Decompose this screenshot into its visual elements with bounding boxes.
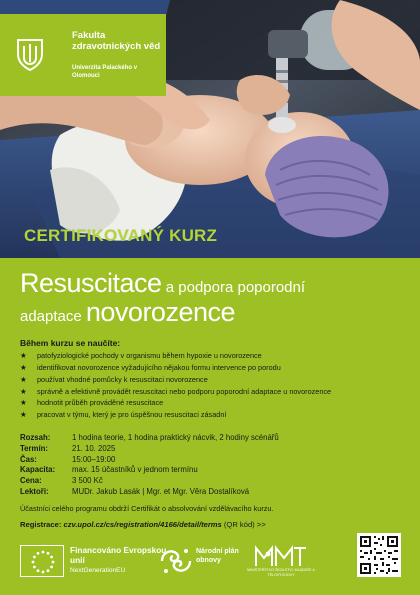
npo-text: Národní plán obnovy xyxy=(196,548,239,564)
certificate-note: Účastníci celého programu obdrží Certifikát o absolvování vzdělávacího kurzu. xyxy=(20,504,274,513)
university-emblem-icon xyxy=(12,36,48,72)
course-title-line-1 xyxy=(20,268,305,299)
eu-funding-text: Financováno Evropskou unií xyxy=(70,545,167,565)
learn-heading: Během kurzu se naučíte: xyxy=(20,338,121,348)
msmt-text: MINISTERSTVO ŠKOLSTVÍ, MLÁDEŽE A TĚLOVÝCHOVY xyxy=(247,568,315,577)
title-novorozence: novorozence xyxy=(85,297,235,327)
star-icon: ★ xyxy=(20,410,27,420)
star-icon: ★ xyxy=(20,398,27,408)
star-icon: ★ xyxy=(20,374,27,384)
learn-list xyxy=(20,350,410,421)
info-lektori: Lektoři: MUDr. Jakub Lasák | Mgr. et Mgr. Věra Dostalíková xyxy=(20,486,250,496)
info-kapacita: Kapacita: max. 15 účastníků v jednom termínu xyxy=(20,465,198,475)
registration-suffix: (QR kód) >> xyxy=(221,520,266,529)
star-icon: ★ xyxy=(20,362,27,372)
list-item: ★ používat vhodné pomůcky k resuscitaci novorozence xyxy=(20,374,208,384)
course-type-label: CERTIFIKOVANÝ KURZ xyxy=(24,226,218,245)
star-icon: ★ xyxy=(20,351,27,360)
title-resuscitace: Resuscitace xyxy=(20,268,162,298)
eu-flag-icon xyxy=(20,545,64,577)
faculty-name: Fakulta zdravotnických věd xyxy=(72,30,161,52)
faculty-logo-block xyxy=(0,14,166,96)
list-item: ★ hodnotit průběh prováděné resuscitace xyxy=(20,398,164,408)
msmt-logo xyxy=(244,544,318,580)
university-name: Univerzita Palackého v Olomouci xyxy=(72,65,138,79)
list-item: ★ správně a efektivně provádět resuscitaci nebo podporu poporodní adaptace u novorozence xyxy=(20,386,332,396)
hero-photo xyxy=(0,0,420,258)
npo-logo xyxy=(158,545,248,577)
registration-label: Registrace: xyxy=(20,520,62,529)
registration-qr-code[interactable] xyxy=(357,533,401,577)
info-cas: Čas: 15:00–19:00 xyxy=(20,454,116,464)
course-title-line-2 xyxy=(20,297,235,328)
info-rozsah: Rozsah: 1 hodina teorie, 1 hodina praktický nácvik, 2 hodiny scénářů xyxy=(20,433,279,442)
msmt-emblem-icon xyxy=(254,544,308,568)
course-info xyxy=(20,433,279,498)
nextgeneration-text: NextGenerationEU xyxy=(70,567,126,574)
list-item: ★ identifikovat novorozence vyžadujícího nějakou formu intervence po porodu xyxy=(20,362,281,372)
title-adaptace: adaptace xyxy=(20,308,86,325)
qr-code-icon xyxy=(357,533,401,577)
star-icon: ★ xyxy=(20,386,27,396)
npo-swirl-icon xyxy=(158,545,194,577)
info-cena: Cena: 3 500 Kč xyxy=(20,476,103,486)
registration-line xyxy=(20,520,266,529)
list-item: ★ patofyziologické pochody v organismu během hypoxie u novorozence xyxy=(20,351,262,360)
title-podpora: a podpora poporodní xyxy=(161,279,306,296)
info-termin: Termín: 21. 10. 2025 xyxy=(20,443,116,453)
list-item: ★ pracovat v týmu, který je pro úspěšnou resuscitaci zásadní xyxy=(20,410,227,420)
registration-link[interactable]: czv.upol.cz/cs/registration/4166/detail/terms xyxy=(63,520,222,529)
